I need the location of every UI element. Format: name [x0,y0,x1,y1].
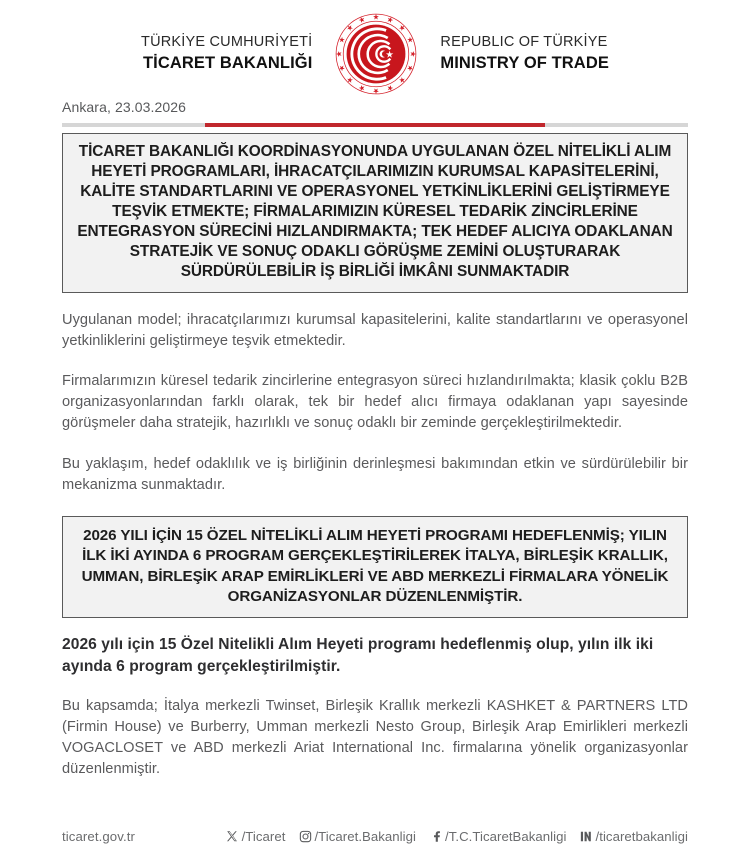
paragraph-1: Uygulanan model; ihracatçılarımızı kurumsal kapasitelerini, kalite standartlarını ve operasyonel yetkinliklerini geliştirmeye teşvik etmektedir. [62,312,688,350]
social-link-instagram[interactable] [298,829,416,844]
header-divider-rule [62,123,688,127]
social-handle-facebook: /T.C.TicaretBakanligi [445,829,567,844]
document-body [62,133,688,780]
header-divider-red-segment [205,123,545,127]
paragraph-2: Firmalarımızın küresel tedarik zincirlerine entegrasyon süreci hızlandırılmakta; klasik çoklu B2B organizasyonlarından farklı olarak, tek bir hedef alıcı firmaya odaklanan yapı sayesinde görüşmeler daha stratejik, hazırlıklı ve sonuç odaklı bir zeminde gerçekleştirilmektedir. [62,373,688,432]
document-header [0,0,750,95]
social-handle-news: /ticaretbakanligi [595,829,688,844]
header-english-title [418,33,609,74]
header-english-line2: MINISTRY OF TRADE [440,53,609,72]
paragraph-5: Bu kapsamda; İtalya merkezli Twinset, Birleşik Krallık merkezli KASHKET & PARTNERS LTD (Firmin House) ve Burberry, Umman merkezli Nesto Group, Birleşik Arap Emirlikleri merkezli VOGACLOSET ve ABD merkezli Ariat International Inc. firmalarına yönelik organizasyonlar düzenlenmiştir. [62,697,688,777]
dateline: Ankara, 23.03.2026 [62,99,187,115]
social-link-facebook[interactable] [429,829,567,844]
turkish-ministry-of-trade-emblem [334,12,418,96]
social-handle-x: /Ticaret [241,829,286,844]
instagram-icon [298,830,312,844]
news-n-icon [580,830,594,844]
header-branding [141,12,609,96]
callout-box-secondary: 2026 YILI İÇİN 15 ÖZEL NİTELİKLİ ALIM HEYETİ PROGRAMI HEDEFLENMİŞ; YILIN İLK İKİ AYINDA 6 PROGRAM GERÇEKLEŞTİRİLEREK İTALYA, BİRLEŞİK KRALLIK, UMMAN, BİRLEŞİK ARAP EMİRLİKLERİ VE ABD MERKEZLİ FİRMALARA YÖNELİK ORGANİZASYONLAR DÜZENLENMİŞTİR. [62,516,688,618]
paragraph-3: Bu yaklaşım, hedef odaklılık ve iş birliğinin derinleşmesi bakımından etkin ve sürdürülebilir bir mekanizma sunmaktadır. [62,456,688,494]
header-turkish-line1: TÜRKİYE CUMHURİYETİ [141,34,313,51]
social-handle-instagram: /Ticaret.Bakanligi [314,829,417,844]
header-english-line1: REPUBLIC OF TÜRKİYE [440,34,608,51]
header-turkish-title [141,33,334,74]
callout-box-primary: TİCARET BAKANLIĞI KOORDİNASYONUNDA UYGULANAN ÖZEL NİTELİKLİ ALIM HEYETİ PROGRAMLARI, İHRACATÇILARIMIZIN KURUMSAL KAPASİTELERİNİ, KALİTE STANDARTLARINI VE OPERASYONEL YETKİNLİKLERİNİ GELİŞTİRMEYE TEŞVİK ETMEKTE; FİRMALARIMIZIN KÜRESEL TEDARİK ZİNCİRLERİNE ENTEGRASYON SÜRECİNİ HIZLANDIRMAKTA; TEK HEDEF ALICIYA ODAKLANAN STRATEJİK VE SONUÇ ODAKLI GÖRÜŞME ZEMİNİ OLUŞTURARAK SÜRDÜRÜLEBİLİR İŞ BİRLİĞİ İMKÂNI SUNMAKTADIR [62,133,688,293]
header-turkish-line2: TİCARET BAKANLIĞI [142,53,313,72]
footer-website[interactable]: ticaret.gov.tr [62,829,135,844]
social-link-x[interactable] [226,829,286,844]
paragraph-4-highlight: 2026 yılı için 15 Özel Nitelikli Alım Heyeti programı hedeflenmiş olup, yılın ilk iki ayında 6 program gerçekleştirilmiştir. [62,635,654,675]
x-twitter-icon [226,830,240,844]
footer-social-links [226,829,688,844]
facebook-icon [429,830,443,844]
document-footer [62,829,688,844]
social-link-news[interactable] [580,829,688,844]
